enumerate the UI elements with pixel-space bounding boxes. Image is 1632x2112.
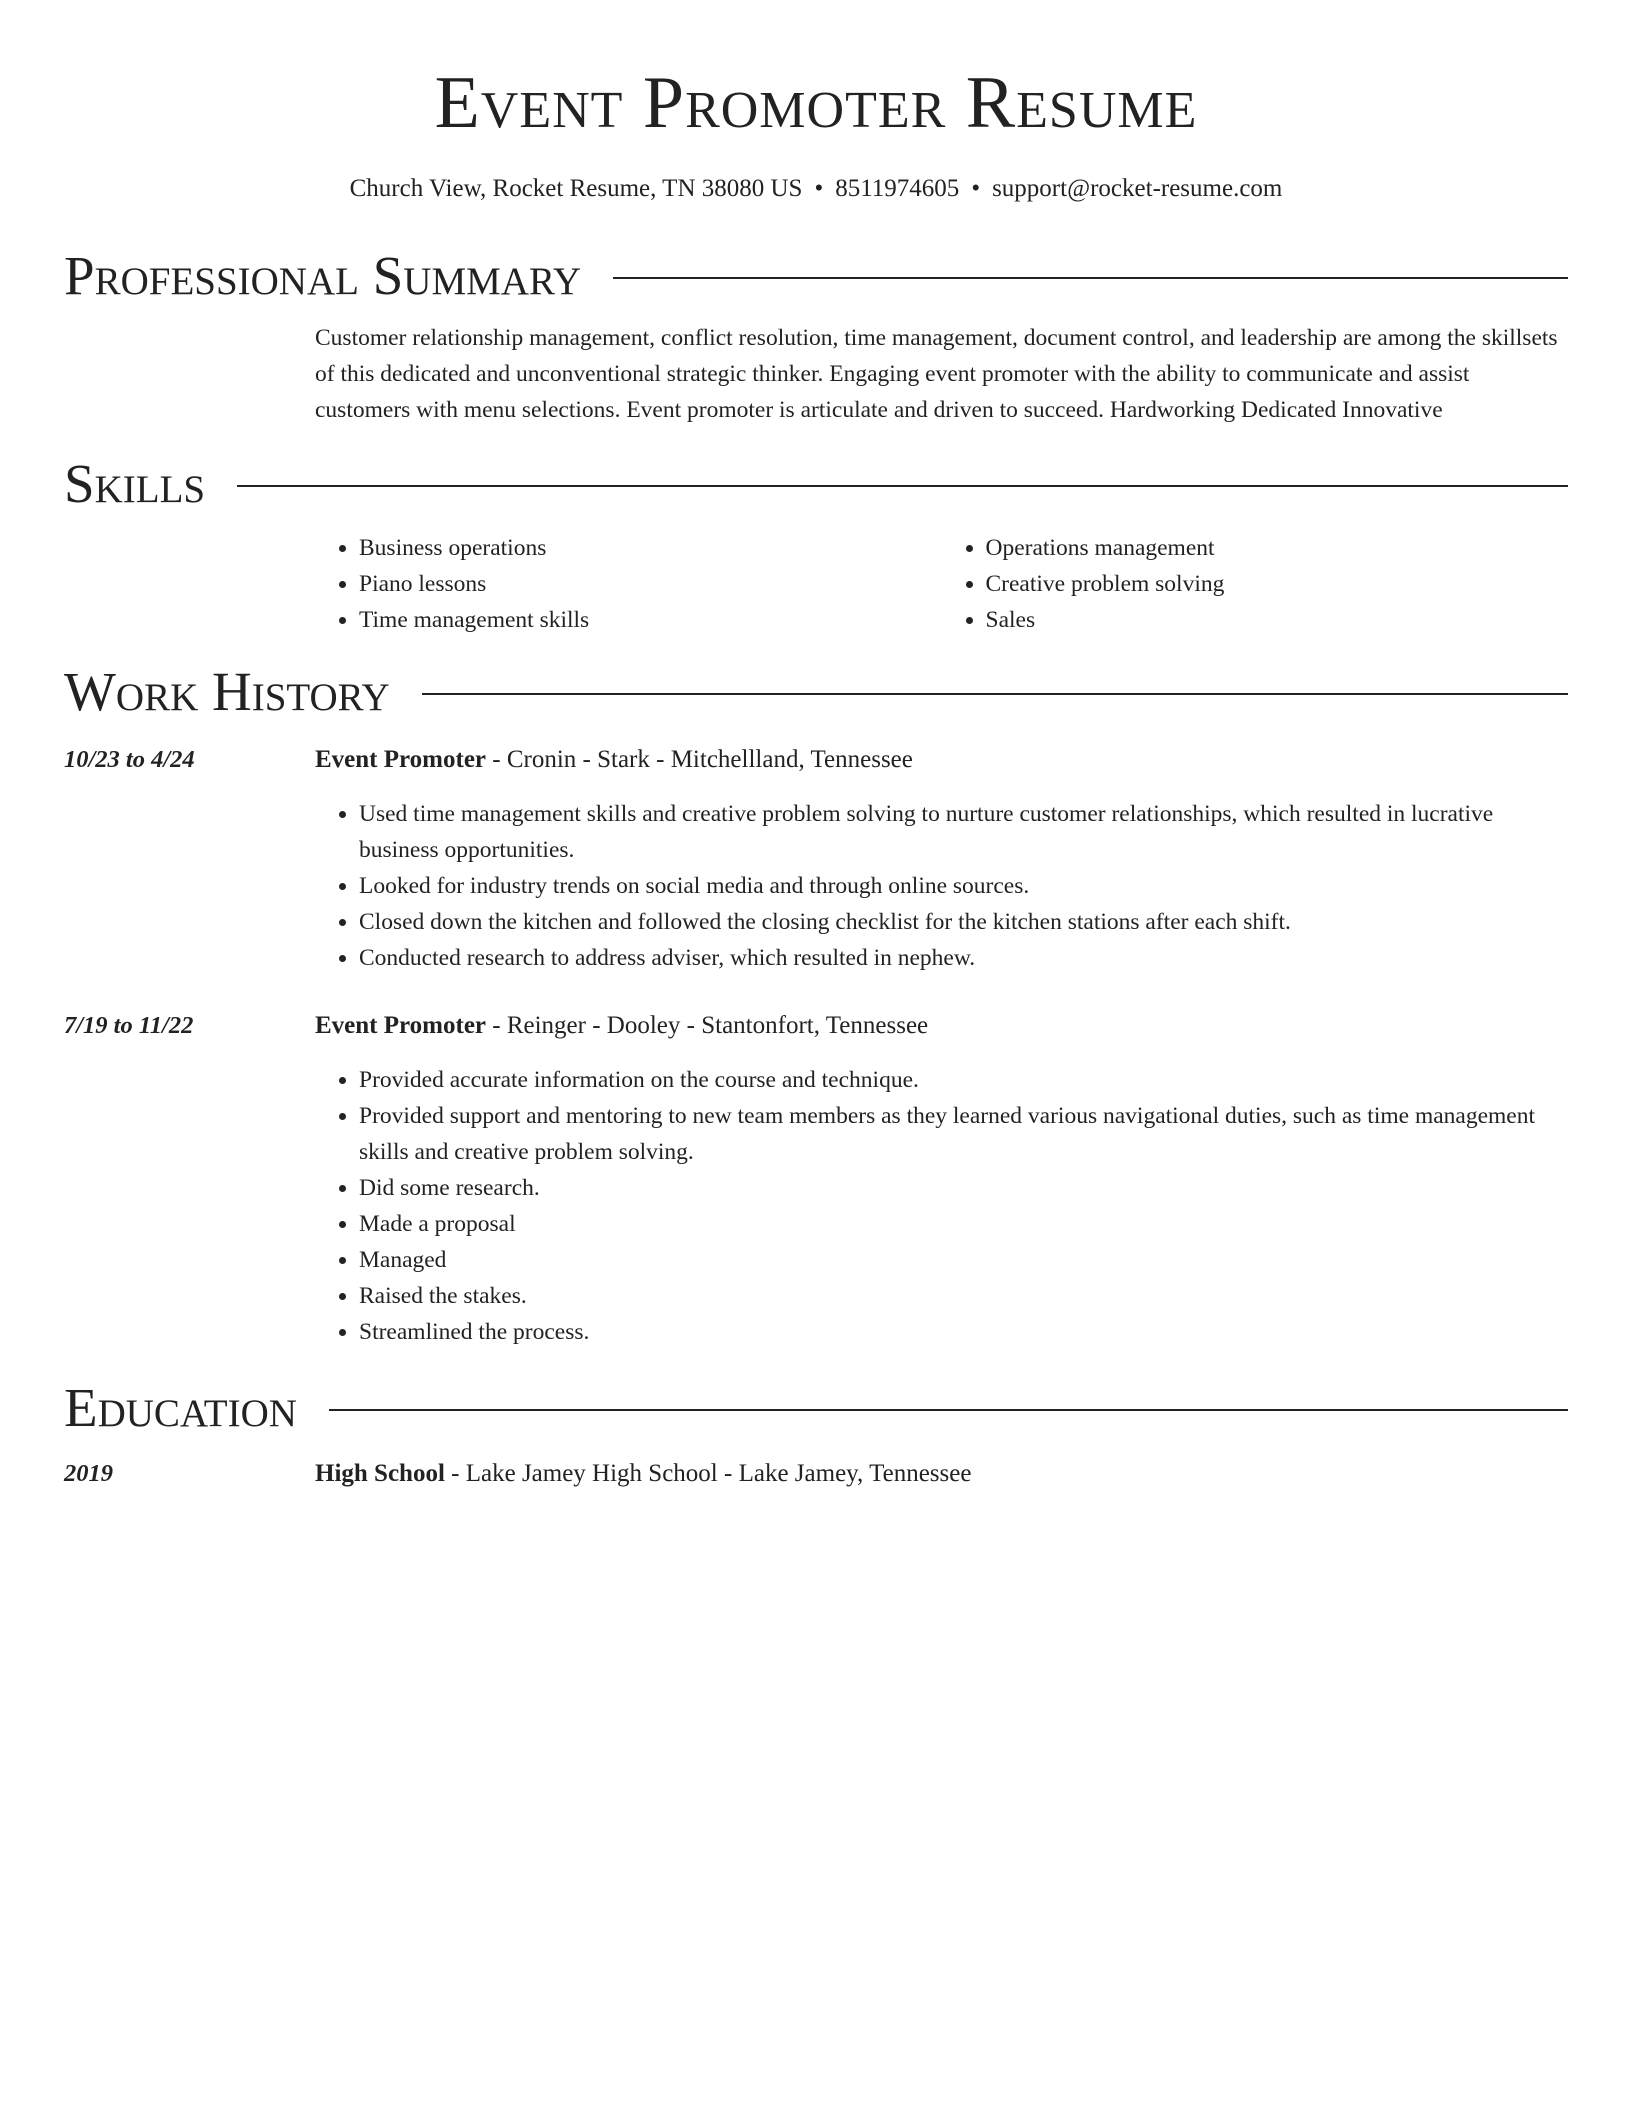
summary-heading: Professional Summary (64, 245, 582, 306)
education-heading: Education (64, 1377, 297, 1438)
job-header (315, 742, 1568, 778)
contact-line (64, 172, 1568, 206)
contact-separator: • (971, 175, 981, 202)
job-header (315, 1008, 1568, 1044)
job-bullets (315, 1062, 1568, 1350)
contact-email: support@rocket-resume.com (992, 175, 1283, 202)
resume-page (64, 0, 1568, 1492)
education-year: 2019 (64, 1460, 113, 1487)
work-history-section-header (64, 662, 1568, 722)
job-title: Event Promoter (315, 746, 487, 773)
job-entry (64, 1008, 1568, 1350)
job-employer: - Cronin - Stark - Mitchellland, Tennessee (486, 746, 913, 773)
job-bullet: • Used time management skills and creative problem solving to nurture customer relationships, which resulted in lucrative business opportunities. (359, 796, 1568, 868)
job-body (315, 1008, 1568, 1350)
contact-separator: • (814, 175, 824, 202)
education-entry (64, 1456, 1568, 1492)
contact-phone: 8511974605 (835, 175, 960, 202)
job-bullet: • Conducted research to address adviser, which resulted in nephew. (359, 940, 1568, 976)
education-header (315, 1456, 1568, 1492)
job-entry (64, 742, 1568, 976)
job-bullet: • Streamlined the process. (359, 1314, 1568, 1350)
job-bullet: • Looked for industry trends on social media and through online sources. (359, 868, 1568, 904)
skill-item: • Creative problem solving (986, 566, 1569, 602)
skill-item: • Piano lessons (359, 566, 942, 602)
education-section-header (64, 1378, 1568, 1438)
job-bullet: • Closed down the kitchen and followed the closing checklist for the kitchen stations after each shift. (359, 904, 1568, 940)
education-degree: High School (315, 1460, 445, 1487)
skill-item: • Sales (986, 602, 1569, 638)
job-bullet: • Managed (359, 1242, 1568, 1278)
job-title: Event Promoter (315, 1012, 487, 1039)
skill-item: • Business operations (359, 530, 942, 566)
job-dates: 10/23 to 4/24 (64, 746, 195, 773)
section-divider (237, 485, 1568, 487)
job-bullet: • Raised the stakes. (359, 1278, 1568, 1314)
job-bullet: • Made a proposal (359, 1206, 1568, 1242)
skills-heading: Skills (64, 453, 206, 514)
skills-column-left (315, 530, 942, 638)
job-bullet: • Provided support and mentoring to new team members as they learned various navigational duties, such as time management skills and creative problem solving. (359, 1098, 1568, 1170)
job-employer: - Reinger - Dooley - Stantonfort, Tennessee (486, 1012, 929, 1039)
skills-column-right (942, 530, 1569, 638)
work-history-heading: Work History (64, 661, 390, 722)
contact-address: Church View, Rocket Resume, TN 38080 US (349, 175, 803, 202)
skill-item: • Operations management (986, 530, 1569, 566)
job-bullet: • Did some research. (359, 1170, 1568, 1206)
job-dates: 7/19 to 11/22 (64, 1012, 194, 1039)
section-divider (422, 693, 1568, 695)
summary-text: Customer relationship management, conflict resolution, time management, document control, and leadership are among the skillsets of this dedicated and unconventional strategic thinker. Engaging event promoter with the ability to communicate and assist customers with menu selections. Event promoter is articulate and driven to succeed. Hardworking Dedicated Innovative (315, 325, 1558, 423)
skills-section-header (64, 454, 1568, 514)
section-divider (613, 277, 1568, 279)
skills-list (315, 530, 1568, 638)
education-school: - Lake Jamey High School - Lake Jamey, Tennessee (444, 1460, 972, 1487)
job-bullets (315, 796, 1568, 976)
resume-title: Event Promoter Resume (434, 62, 1198, 144)
education-body (315, 1456, 1568, 1492)
job-bullet: • Provided accurate information on the course and technique. (359, 1062, 1568, 1098)
summary-section-header (64, 246, 1568, 306)
section-divider (329, 1409, 1568, 1411)
skill-item: • Time management skills (359, 602, 942, 638)
job-body (315, 742, 1568, 976)
